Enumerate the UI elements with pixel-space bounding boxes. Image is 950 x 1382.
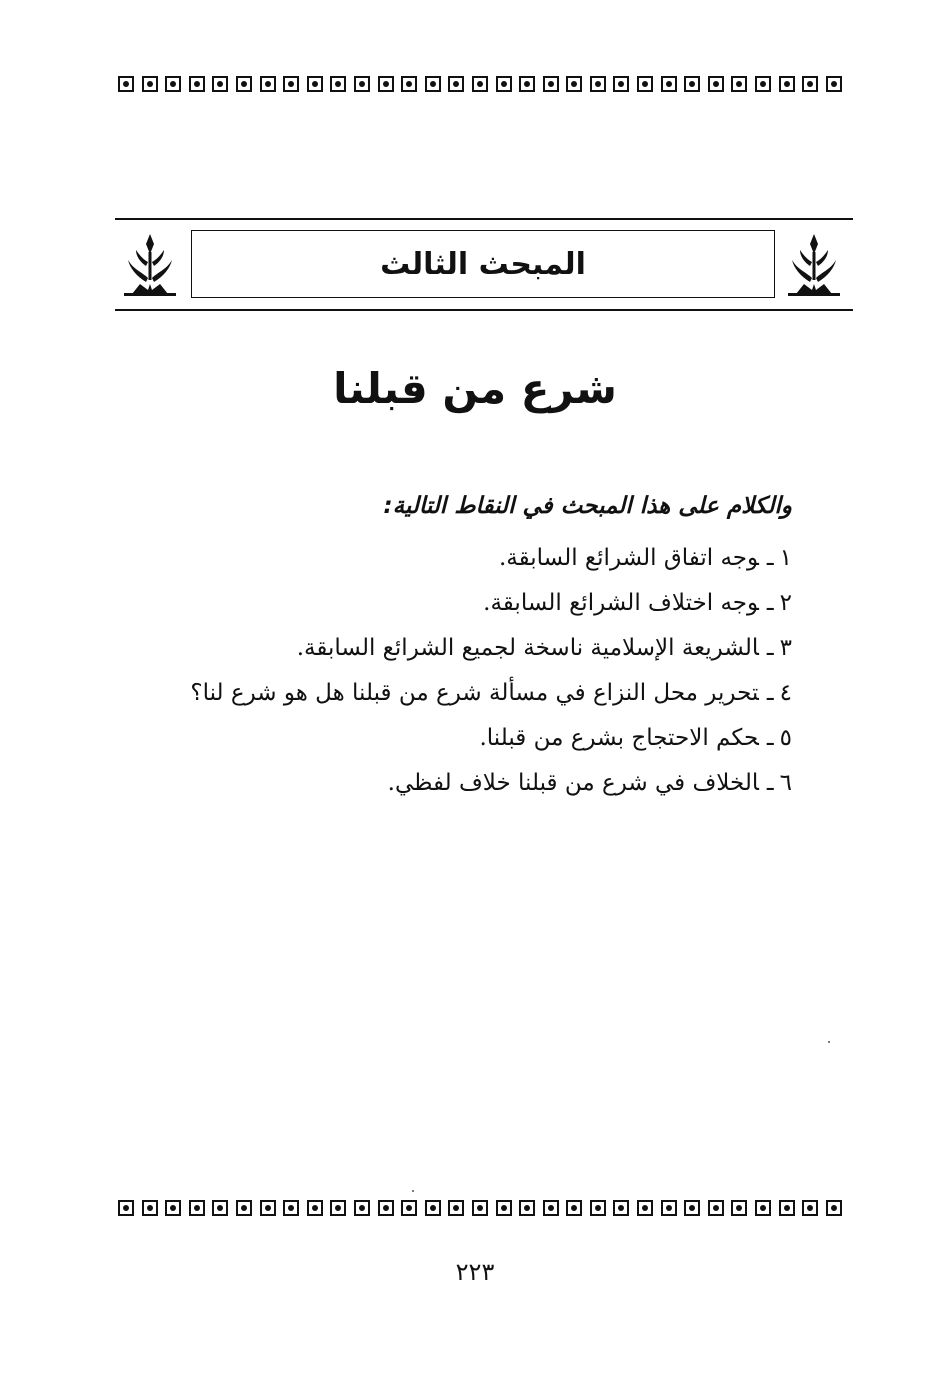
dotted-square-tile-icon — [307, 76, 323, 92]
dotted-square-tile-icon — [236, 76, 252, 92]
point-dash: ـ — [766, 725, 774, 751]
dotted-square-tile-icon — [826, 1200, 842, 1216]
dotted-square-tile-icon — [802, 76, 818, 92]
list-item — [152, 671, 792, 716]
point-number: ٣ — [779, 635, 792, 661]
bottom-decorative-border — [118, 1198, 842, 1218]
dotted-square-tile-icon — [165, 76, 181, 92]
dotted-square-tile-icon — [755, 1200, 771, 1216]
dotted-square-tile-icon — [401, 1200, 417, 1216]
point-number: ٦ — [779, 770, 792, 796]
section-label: المبحث الثالث — [380, 246, 586, 282]
dotted-square-tile-icon — [496, 76, 512, 92]
dotted-square-tile-icon — [519, 76, 535, 92]
dotted-square-tile-icon — [590, 76, 606, 92]
point-text: الشريعة الإسلامية ناسخة لجميع الشرائع السابقة. — [296, 635, 759, 661]
dotted-square-tile-icon — [212, 1200, 228, 1216]
point-dash: ـ — [766, 680, 774, 706]
point-number: ١ — [779, 545, 792, 571]
dotted-square-tile-icon — [425, 1200, 441, 1216]
dotted-square-tile-icon — [330, 1200, 346, 1216]
dotted-square-tile-icon — [401, 76, 417, 92]
point-number: ٥ — [779, 725, 792, 751]
point-dash: ـ — [766, 590, 774, 616]
dotted-square-tile-icon — [613, 1200, 629, 1216]
dotted-square-tile-icon — [330, 76, 346, 92]
list-item — [152, 536, 792, 581]
dotted-square-tile-icon — [826, 76, 842, 92]
body-content — [152, 486, 792, 806]
dotted-square-tile-icon — [165, 1200, 181, 1216]
scan-speck — [828, 1041, 830, 1043]
dotted-square-tile-icon — [755, 76, 771, 92]
dotted-square-tile-icon — [566, 1200, 582, 1216]
point-text: الخلاف في شرع من قبلنا خلاف لفظي. — [387, 770, 759, 796]
dotted-square-tile-icon — [496, 1200, 512, 1216]
dotted-square-tile-icon — [637, 76, 653, 92]
dotted-square-tile-icon — [519, 1200, 535, 1216]
dotted-square-tile-icon — [731, 76, 747, 92]
points-list — [152, 536, 792, 806]
dotted-square-tile-icon — [378, 1200, 394, 1216]
dotted-square-tile-icon — [260, 76, 276, 92]
point-dash: ـ — [766, 770, 774, 796]
floral-ornament-left-icon — [122, 232, 178, 298]
list-item — [152, 626, 792, 671]
header-bottom-rule — [115, 309, 853, 311]
intro-paragraph: والكلام على هذا المبحث في النقاط التالية: — [383, 493, 792, 519]
point-dash: ـ — [766, 545, 774, 571]
dotted-square-tile-icon — [661, 1200, 677, 1216]
section-header-box — [191, 230, 775, 298]
page-number: ٢٢٣ — [455, 1258, 495, 1286]
dotted-square-tile-icon — [307, 1200, 323, 1216]
header-top-rule — [115, 218, 853, 220]
dotted-square-tile-icon — [142, 1200, 158, 1216]
dotted-square-tile-icon — [661, 76, 677, 92]
dotted-square-tile-icon — [189, 76, 205, 92]
dotted-square-tile-icon — [590, 1200, 606, 1216]
dotted-square-tile-icon — [472, 1200, 488, 1216]
dotted-square-tile-icon — [731, 1200, 747, 1216]
dotted-square-tile-icon — [448, 1200, 464, 1216]
point-text: وجه اختلاف الشرائع السابقة. — [483, 590, 759, 616]
dotted-square-tile-icon — [260, 1200, 276, 1216]
dotted-square-tile-icon — [613, 76, 629, 92]
dotted-square-tile-icon — [684, 76, 700, 92]
dotted-square-tile-icon — [425, 76, 441, 92]
list-item — [152, 761, 792, 806]
dotted-square-tile-icon — [142, 76, 158, 92]
dotted-square-tile-icon — [779, 1200, 795, 1216]
top-decorative-border — [118, 74, 842, 94]
dotted-square-tile-icon — [354, 1200, 370, 1216]
dotted-square-tile-icon — [802, 1200, 818, 1216]
dotted-square-tile-icon — [684, 1200, 700, 1216]
dotted-square-tile-icon — [543, 76, 559, 92]
scan-speck — [412, 1190, 414, 1192]
dotted-square-tile-icon — [118, 76, 134, 92]
dotted-square-tile-icon — [543, 1200, 559, 1216]
dotted-square-tile-icon — [779, 76, 795, 92]
dotted-square-tile-icon — [283, 1200, 299, 1216]
dotted-square-tile-icon — [118, 1200, 134, 1216]
chapter-title: شرع من قبلنا — [333, 364, 617, 413]
dotted-square-tile-icon — [283, 76, 299, 92]
dotted-square-tile-icon — [212, 76, 228, 92]
point-number: ٤ — [779, 680, 792, 706]
dotted-square-tile-icon — [708, 76, 724, 92]
dotted-square-tile-icon — [566, 76, 582, 92]
dotted-square-tile-icon — [378, 76, 394, 92]
list-item — [152, 716, 792, 761]
dotted-square-tile-icon — [354, 76, 370, 92]
point-dash: ـ — [766, 635, 774, 661]
floral-ornament-right-icon — [786, 232, 842, 298]
point-text: حكم الاحتجاج بشرع من قبلنا. — [479, 725, 759, 751]
dotted-square-tile-icon — [637, 1200, 653, 1216]
dotted-square-tile-icon — [472, 76, 488, 92]
list-item — [152, 581, 792, 626]
point-text: تحرير محل النزاع في مسألة شرع من قبلنا هل هو شرع لنا؟ — [190, 680, 759, 706]
dotted-square-tile-icon — [189, 1200, 205, 1216]
dotted-square-tile-icon — [448, 76, 464, 92]
dotted-square-tile-icon — [236, 1200, 252, 1216]
point-text: وجه اتفاق الشرائع السابقة. — [499, 545, 759, 571]
dotted-square-tile-icon — [708, 1200, 724, 1216]
point-number: ٢ — [779, 590, 792, 616]
